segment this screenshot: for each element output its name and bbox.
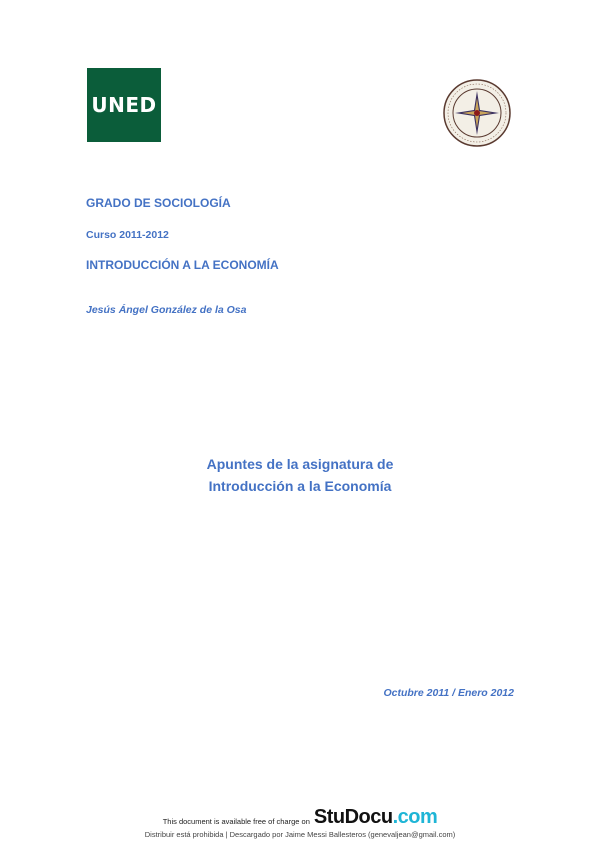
studocu-link[interactable]	[314, 806, 437, 829]
uned-logo-text: UNED	[91, 93, 157, 117]
studocu-brand-suffix: .com	[392, 806, 438, 828]
author-name: Jesús Ángel González de la Osa	[86, 304, 247, 316]
date-range: Octubre 2011 / Enero 2012	[383, 687, 514, 699]
download-notice: Distribuir está prohibida | Descargado por Jaime Messi Ballesteros (genevaljean@gmail.com)	[144, 830, 456, 839]
studocu-banner	[0, 806, 600, 829]
university-seal-icon	[442, 78, 512, 148]
document-title	[0, 453, 600, 497]
studocu-brand-name: StuDocu	[313, 806, 393, 828]
uned-logo	[87, 68, 161, 142]
subject-heading: INTRODUCCIÓN A LA ECONOMÍA	[86, 258, 279, 272]
degree-heading: GRADO DE SOCIOLOGÍA	[86, 196, 231, 210]
free-charge-text: This document is available free of charge on	[162, 817, 310, 826]
title-line-1: Apuntes de la asignatura de	[206, 456, 394, 472]
title-line-2: Introducción a la Economía	[208, 478, 392, 494]
course-year: Curso 2011-2012	[86, 229, 169, 241]
